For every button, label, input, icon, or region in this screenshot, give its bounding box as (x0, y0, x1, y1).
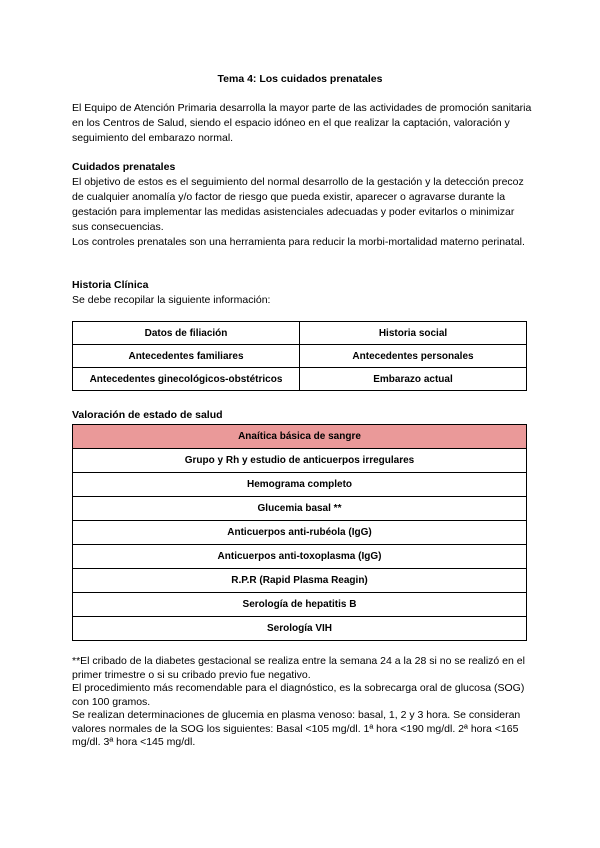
valoracion-heading: Valoración de estado de salud (72, 409, 223, 421)
table-row (73, 497, 527, 521)
table-cell: Hemograma completo (73, 473, 527, 497)
table-cell: Serología VIH (73, 617, 527, 641)
table-cell: Grupo y Rh y estudio de anticuerpos irregulares (73, 449, 527, 473)
table-cell: R.P.R (Rapid Plasma Reagin) (73, 569, 527, 593)
table-cell: Glucemia basal ** (73, 497, 527, 521)
table-cell: Antecedentes familiares (73, 345, 300, 368)
valoracion-table (72, 424, 527, 641)
table-row (73, 569, 527, 593)
cuidados-text-2: Los controles prenatales son una herramienta para reducir la morbi-mortalidad materno perinatal. (72, 236, 525, 248)
table-row (73, 368, 527, 391)
table-row (73, 593, 527, 617)
note-text-2: El procedimiento más recomendable para el diagnóstico, es la sobrecarga oral de glucosa (SOG) con 100 gramos. (72, 682, 525, 708)
table-cell: Antecedentes personales (300, 345, 527, 368)
table-row (73, 322, 527, 345)
table-cell: Serología de hepatitis B (73, 593, 527, 617)
historia-heading: Historia Clínica (72, 279, 149, 291)
historia-intro: Se debe recopilar la siguiente información: (72, 294, 271, 306)
cuidados-heading: Cuidados prenatales (72, 161, 176, 173)
table-cell: Historia social (300, 322, 527, 345)
table-cell: Datos de filiación (73, 322, 300, 345)
historia-section (72, 278, 532, 308)
table-row (73, 617, 527, 641)
intro-paragraph (72, 101, 532, 146)
table-cell: Anaítica básica de sangre (73, 425, 527, 449)
table-row (73, 473, 527, 497)
table-cell: Anticuerpos anti-toxoplasma (IgG) (73, 545, 527, 569)
table-row (73, 521, 527, 545)
table-row (73, 545, 527, 569)
historia-table (72, 321, 527, 391)
cuidados-text-1: El objetivo de estos es el seguimiento del normal desarrollo de la gestación y la detección precoz de cualquier anomalía y/o factor de riesgo que pueda existir, aparecer o agravarse durante la gestación para implementar las medidas asistenciales adecuadas y poder evitarlos o minimizar sus consecuencias. (72, 176, 524, 233)
table-row (73, 345, 527, 368)
note-text-3: Se realizan determinaciones de glucemia en plasma venoso: basal, 1, 2 y 3 hora. Se consideran valores normales de la SOG los siguientes: Basal <105 mg/dl. 1ª hora <190 mg/dl. 2ª hora <165 mg/dl. 3ª hora <145 mg/dl. (72, 709, 521, 748)
notes-section (72, 655, 532, 750)
intro-text: El Equipo de Atención Primaria desarrolla la mayor parte de las actividades de promoción sanitaria en los Centros de Salud, siendo el espacio idóneo en el que realizar la captación, valoración y seguimiento del embarazo normal. (72, 102, 532, 144)
table-row-highlighted (73, 425, 527, 449)
cuidados-section (72, 160, 532, 250)
note-text-1: **El cribado de la diabetes gestacional se realiza entre la semana 24 a la 28 si no se realizó en el primer trimestre o si su cribado previo fue negativo. (72, 655, 525, 681)
table-cell: Anticuerpos anti-rubéola (IgG) (73, 521, 527, 545)
table-cell: Embarazo actual (300, 368, 527, 391)
table-cell: Antecedentes ginecológicos-obstétricos (73, 368, 300, 391)
page-title: Tema 4: Los cuidados prenatales (217, 73, 383, 85)
table-row (73, 449, 527, 473)
